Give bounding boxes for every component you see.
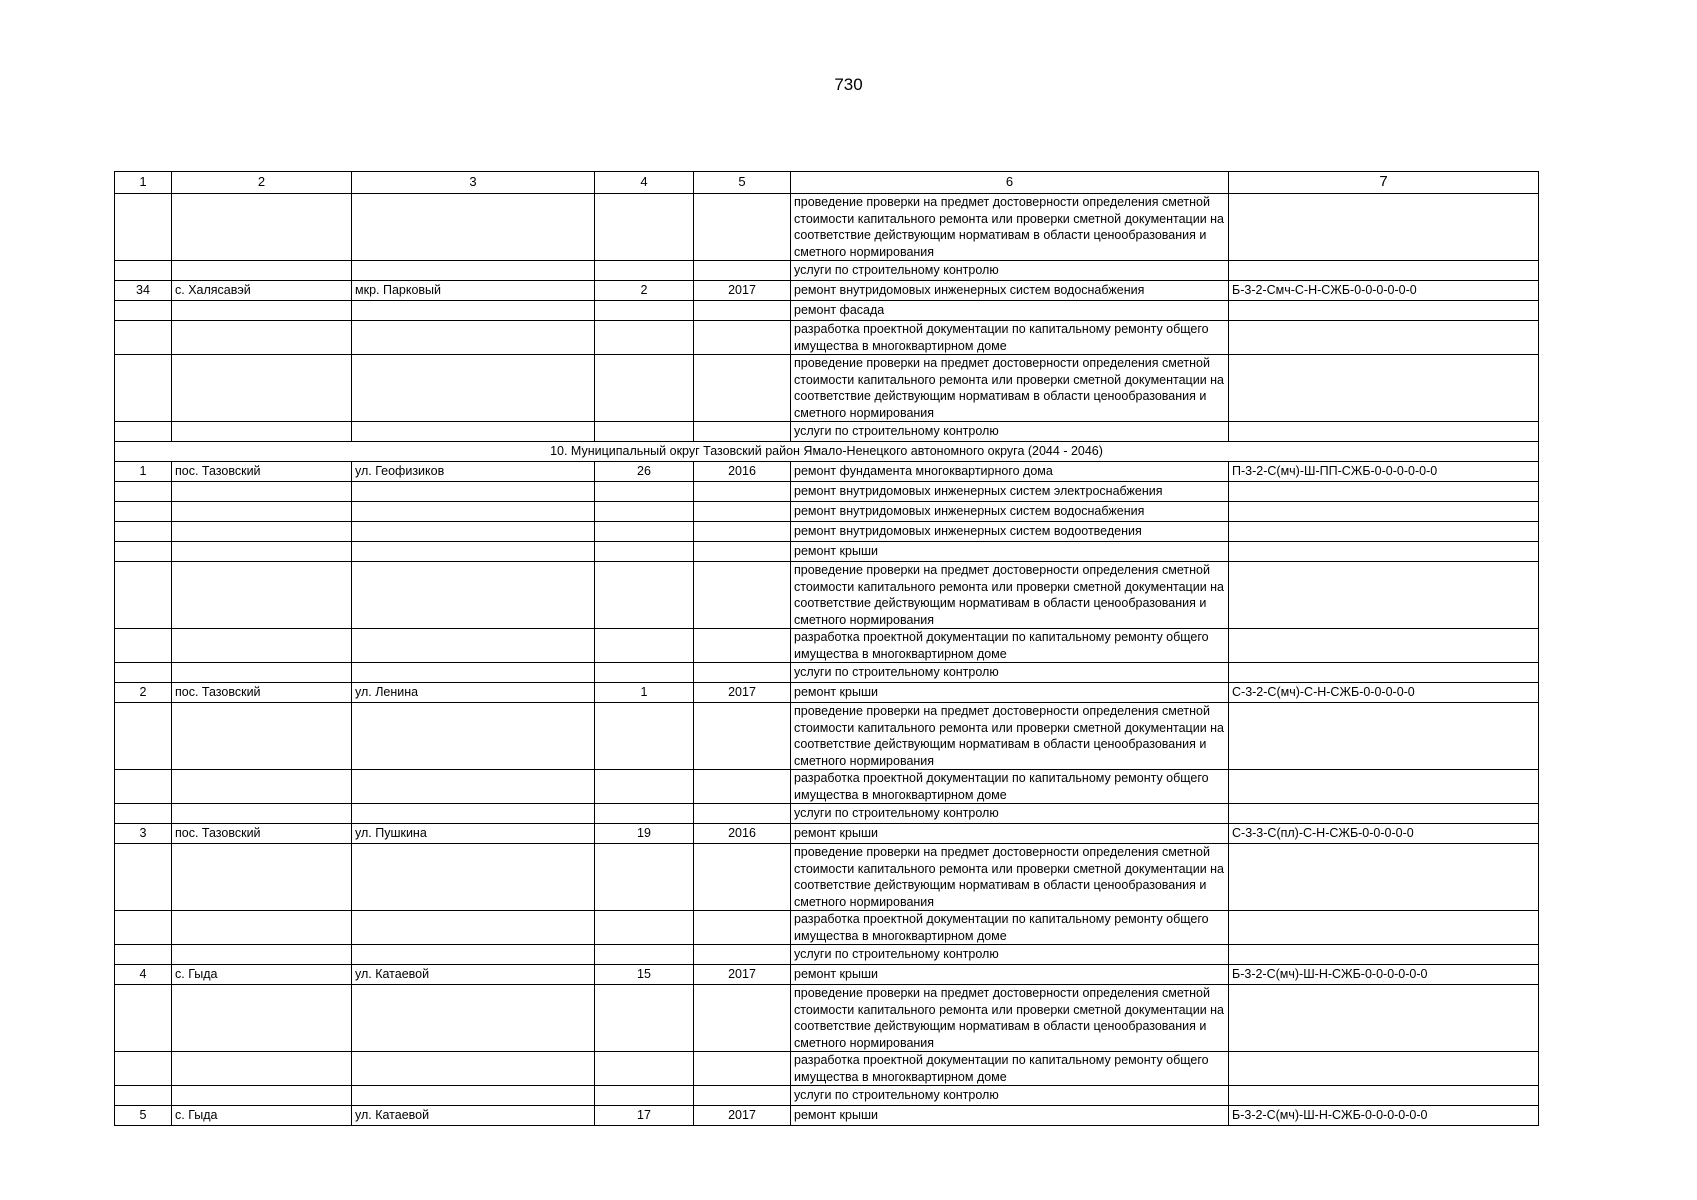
- year-cell: [694, 770, 791, 804]
- work-type-cell: разработка проектной документации по капитальному ремонту общего имущества в многоквартирном доме: [791, 911, 1229, 945]
- street-cell: [352, 321, 595, 355]
- year-cell: 2017: [694, 1106, 791, 1126]
- street-cell: [352, 1052, 595, 1086]
- house-number-cell: 2: [595, 281, 694, 301]
- row-number-cell: 4: [115, 965, 172, 985]
- house-number-cell: 17: [595, 1106, 694, 1126]
- street-cell: ул. Катаевой: [352, 965, 595, 985]
- house-number-cell: [595, 422, 694, 442]
- street-cell: [352, 482, 595, 502]
- table-row: [115, 562, 1539, 629]
- street-cell: [352, 422, 595, 442]
- work-type-cell: услуги по строительному контролю: [791, 261, 1229, 281]
- street-cell: [352, 1086, 595, 1106]
- house-number-cell: [595, 261, 694, 281]
- project-code-cell: [1229, 482, 1539, 502]
- year-cell: [694, 629, 791, 663]
- work-type-cell: проведение проверки на предмет достоверности определения сметной стоимости капитального ремонта или проверки сметной документации на соответствие действующим нормативам в области ценообразования и сметного нормирования: [791, 562, 1229, 629]
- work-type-cell: услуги по строительному контролю: [791, 663, 1229, 683]
- row-number-cell: [115, 945, 172, 965]
- settlement-cell: с. Гыда: [172, 965, 352, 985]
- settlement-cell: [172, 355, 352, 422]
- settlement-cell: [172, 482, 352, 502]
- project-code-cell: [1229, 194, 1539, 261]
- project-code-cell: [1229, 261, 1539, 281]
- project-code-cell: [1229, 422, 1539, 442]
- row-number-cell: [115, 301, 172, 321]
- street-cell: [352, 194, 595, 261]
- row-number-cell: 2: [115, 683, 172, 703]
- street-cell: ул. Ленина: [352, 683, 595, 703]
- year-cell: [694, 422, 791, 442]
- row-number-cell: 5: [115, 1106, 172, 1126]
- street-cell: [352, 804, 595, 824]
- house-number-cell: [595, 911, 694, 945]
- work-type-cell: ремонт фасада: [791, 301, 1229, 321]
- header-cell-7: 7: [1229, 172, 1539, 194]
- work-type-cell: услуги по строительному контролю: [791, 422, 1229, 442]
- project-code-cell: [1229, 522, 1539, 542]
- row-number-cell: 34: [115, 281, 172, 301]
- row-number-cell: [115, 542, 172, 562]
- year-cell: [694, 911, 791, 945]
- street-cell: [352, 522, 595, 542]
- year-cell: [694, 804, 791, 824]
- street-cell: [352, 355, 595, 422]
- table-row: [115, 422, 1539, 442]
- year-cell: 2016: [694, 462, 791, 482]
- house-number-cell: [595, 301, 694, 321]
- work-type-cell: ремонт крыши: [791, 965, 1229, 985]
- project-code-cell: Б-3-2-Смч-С-Н-СЖБ-0-0-0-0-0-0: [1229, 281, 1539, 301]
- work-type-cell: ремонт крыши: [791, 1106, 1229, 1126]
- year-cell: [694, 522, 791, 542]
- row-number-cell: [115, 562, 172, 629]
- row-number-cell: [115, 770, 172, 804]
- year-cell: [694, 985, 791, 1052]
- year-cell: 2016: [694, 824, 791, 844]
- project-code-cell: [1229, 355, 1539, 422]
- house-number-cell: [595, 629, 694, 663]
- work-type-cell: услуги по строительному контролю: [791, 945, 1229, 965]
- row-number-cell: [115, 1086, 172, 1106]
- project-code-cell: [1229, 804, 1539, 824]
- house-number-cell: [595, 1052, 694, 1086]
- settlement-cell: [172, 301, 352, 321]
- row-number-cell: 3: [115, 824, 172, 844]
- row-number-cell: [115, 844, 172, 911]
- project-code-cell: [1229, 629, 1539, 663]
- work-type-cell: ремонт фундамента многоквартирного дома: [791, 462, 1229, 482]
- project-code-cell: С-3-2-С(мч)-С-Н-СЖБ-0-0-0-0-0: [1229, 683, 1539, 703]
- settlement-cell: пос. Тазовский: [172, 683, 352, 703]
- house-number-cell: [595, 844, 694, 911]
- house-number-cell: [595, 482, 694, 502]
- work-type-cell: проведение проверки на предмет достоверности определения сметной стоимости капитального ремонта или проверки сметной документации на соответствие действующим нормативам в области ценообразования и сметного нормирования: [791, 355, 1229, 422]
- project-code-cell: [1229, 663, 1539, 683]
- house-number-cell: [595, 663, 694, 683]
- year-cell: [694, 703, 791, 770]
- year-cell: [694, 321, 791, 355]
- table-row: [115, 1106, 1539, 1126]
- year-cell: 2017: [694, 281, 791, 301]
- table-row: [115, 703, 1539, 770]
- street-cell: [352, 261, 595, 281]
- work-type-cell: услуги по строительному контролю: [791, 1086, 1229, 1106]
- work-type-cell: проведение проверки на предмет достоверности определения сметной стоимости капитального ремонта или проверки сметной документации на соответствие действующим нормативам в области ценообразования и сметного нормирования: [791, 985, 1229, 1052]
- project-code-cell: [1229, 1052, 1539, 1086]
- work-type-cell: ремонт крыши: [791, 824, 1229, 844]
- page-number: 730: [834, 75, 863, 94]
- project-code-cell: С-3-3-С(пл)-С-Н-СЖБ-0-0-0-0-0: [1229, 824, 1539, 844]
- year-cell: [694, 542, 791, 562]
- house-number-cell: [595, 321, 694, 355]
- row-number-cell: [115, 321, 172, 355]
- table-row: [115, 261, 1539, 281]
- house-number-cell: [595, 355, 694, 422]
- settlement-cell: [172, 804, 352, 824]
- settlement-cell: пос. Тазовский: [172, 824, 352, 844]
- settlement-cell: [172, 422, 352, 442]
- table-row: [115, 355, 1539, 422]
- project-code-cell: [1229, 1086, 1539, 1106]
- street-cell: [352, 770, 595, 804]
- row-number-cell: [115, 355, 172, 422]
- table-row: [115, 985, 1539, 1052]
- street-cell: [352, 663, 595, 683]
- header-cell-5: 5: [694, 172, 791, 194]
- table-row: [115, 321, 1539, 355]
- street-cell: мкр. Парковый: [352, 281, 595, 301]
- street-cell: [352, 542, 595, 562]
- street-cell: [352, 945, 595, 965]
- row-number-cell: [115, 194, 172, 261]
- house-number-cell: [595, 542, 694, 562]
- header-cell-6: 6: [791, 172, 1229, 194]
- work-type-cell: проведение проверки на предмет достоверности определения сметной стоимости капитального ремонта или проверки сметной документации на соответствие действующим нормативам в области ценообразования и сметного нормирования: [791, 194, 1229, 261]
- row-number-cell: [115, 911, 172, 945]
- table-row: [115, 462, 1539, 482]
- settlement-cell: [172, 844, 352, 911]
- work-type-cell: услуги по строительному контролю: [791, 804, 1229, 824]
- project-code-cell: [1229, 770, 1539, 804]
- section-heading: 10. Муниципальный округ Тазовский район Ямало-Ненецкого автономного округа (2044 - 2046): [115, 442, 1539, 462]
- project-code-cell: [1229, 911, 1539, 945]
- street-cell: [352, 844, 595, 911]
- project-code-cell: [1229, 502, 1539, 522]
- row-number-cell: [115, 522, 172, 542]
- table-row: [115, 945, 1539, 965]
- header-cell-2: 2: [172, 172, 352, 194]
- project-code-cell: [1229, 985, 1539, 1052]
- street-cell: [352, 502, 595, 522]
- street-cell: [352, 301, 595, 321]
- header-cell-3: 3: [352, 172, 595, 194]
- table-row: [115, 1086, 1539, 1106]
- table-row: [115, 911, 1539, 945]
- project-code-cell: [1229, 844, 1539, 911]
- row-number-cell: [115, 1052, 172, 1086]
- work-type-cell: ремонт крыши: [791, 542, 1229, 562]
- work-type-cell: ремонт внутридомовых инженерных систем водоснабжения: [791, 502, 1229, 522]
- settlement-cell: [172, 261, 352, 281]
- work-type-cell: разработка проектной документации по капитальному ремонту общего имущества в многоквартирном доме: [791, 629, 1229, 663]
- works-table: [114, 171, 1539, 1126]
- project-code-cell: П-3-2-С(мч)-Ш-ПП-СЖБ-0-0-0-0-0-0: [1229, 462, 1539, 482]
- settlement-cell: [172, 542, 352, 562]
- settlement-cell: [172, 629, 352, 663]
- table-row: [115, 1052, 1539, 1086]
- table-row: [115, 522, 1539, 542]
- table-row: [115, 844, 1539, 911]
- project-code-cell: [1229, 301, 1539, 321]
- street-cell: ул. Геофизиков: [352, 462, 595, 482]
- project-code-cell: Б-3-2-С(мч)-Ш-Н-СЖБ-0-0-0-0-0-0: [1229, 965, 1539, 985]
- house-number-cell: [595, 1086, 694, 1106]
- settlement-cell: [172, 663, 352, 683]
- year-cell: [694, 502, 791, 522]
- row-number-cell: 1: [115, 462, 172, 482]
- year-cell: [694, 562, 791, 629]
- year-cell: 2017: [694, 965, 791, 985]
- work-type-cell: разработка проектной документации по капитальному ремонту общего имущества в многоквартирном доме: [791, 1052, 1229, 1086]
- year-cell: [694, 1086, 791, 1106]
- settlement-cell: [172, 770, 352, 804]
- year-cell: [694, 663, 791, 683]
- project-code-cell: [1229, 703, 1539, 770]
- section-heading-row: [115, 442, 1539, 462]
- row-number-cell: [115, 629, 172, 663]
- settlement-cell: [172, 1052, 352, 1086]
- house-number-cell: 15: [595, 965, 694, 985]
- table-row: [115, 281, 1539, 301]
- row-number-cell: [115, 502, 172, 522]
- row-number-cell: [115, 422, 172, 442]
- row-number-cell: [115, 804, 172, 824]
- table-row: [115, 482, 1539, 502]
- house-number-cell: [595, 522, 694, 542]
- settlement-cell: [172, 911, 352, 945]
- project-code-cell: [1229, 542, 1539, 562]
- settlement-cell: [172, 194, 352, 261]
- street-cell: ул. Катаевой: [352, 1106, 595, 1126]
- settlement-cell: [172, 502, 352, 522]
- table-row: [115, 770, 1539, 804]
- year-cell: 2017: [694, 683, 791, 703]
- work-type-cell: ремонт внутридомовых инженерных систем водоотведения: [791, 522, 1229, 542]
- street-cell: ул. Пушкина: [352, 824, 595, 844]
- table-row: [115, 683, 1539, 703]
- street-cell: [352, 562, 595, 629]
- table-row: [115, 194, 1539, 261]
- work-type-cell: разработка проектной документации по капитальному ремонту общего имущества в многоквартирном доме: [791, 321, 1229, 355]
- settlement-cell: [172, 985, 352, 1052]
- year-cell: [694, 945, 791, 965]
- row-number-cell: [115, 703, 172, 770]
- project-code-cell: [1229, 562, 1539, 629]
- year-cell: [694, 482, 791, 502]
- house-number-cell: 19: [595, 824, 694, 844]
- settlement-cell: [172, 522, 352, 542]
- year-cell: [694, 301, 791, 321]
- house-number-cell: 1: [595, 683, 694, 703]
- work-type-cell: проведение проверки на предмет достоверности определения сметной стоимости капитального ремонта или проверки сметной документации на соответствие действующим нормативам в области ценообразования и сметного нормирования: [791, 703, 1229, 770]
- table-row: [115, 824, 1539, 844]
- settlement-cell: пос. Тазовский: [172, 462, 352, 482]
- settlement-cell: [172, 703, 352, 770]
- year-cell: [694, 194, 791, 261]
- table-header-row: [115, 172, 1539, 194]
- work-type-cell: разработка проектной документации по капитальному ремонту общего имущества в многоквартирном доме: [791, 770, 1229, 804]
- header-cell-1: 1: [115, 172, 172, 194]
- house-number-cell: [595, 770, 694, 804]
- row-number-cell: [115, 261, 172, 281]
- work-type-cell: проведение проверки на предмет достоверности определения сметной стоимости капитального ремонта или проверки сметной документации на соответствие действующим нормативам в области ценообразования и сметного нормирования: [791, 844, 1229, 911]
- table-row: [115, 663, 1539, 683]
- settlement-cell: [172, 562, 352, 629]
- table-row: [115, 804, 1539, 824]
- year-cell: [694, 261, 791, 281]
- table-row: [115, 629, 1539, 663]
- house-number-cell: [595, 945, 694, 965]
- work-type-cell: ремонт внутридомовых инженерных систем электроснабжения: [791, 482, 1229, 502]
- house-number-cell: [595, 985, 694, 1052]
- table-body: [115, 172, 1539, 1126]
- table-row: [115, 965, 1539, 985]
- project-code-cell: Б-3-2-С(мч)-Ш-Н-СЖБ-0-0-0-0-0-0: [1229, 1106, 1539, 1126]
- table-row: [115, 301, 1539, 321]
- house-number-cell: [595, 804, 694, 824]
- year-cell: [694, 355, 791, 422]
- table-row: [115, 502, 1539, 522]
- year-cell: [694, 844, 791, 911]
- street-cell: [352, 911, 595, 945]
- house-number-cell: [595, 194, 694, 261]
- work-type-cell: ремонт внутридомовых инженерных систем водоснабжения: [791, 281, 1229, 301]
- row-number-cell: [115, 985, 172, 1052]
- row-number-cell: [115, 663, 172, 683]
- settlement-cell: с. Гыда: [172, 1106, 352, 1126]
- house-number-cell: [595, 502, 694, 522]
- settlement-cell: [172, 1086, 352, 1106]
- project-code-cell: [1229, 945, 1539, 965]
- header-cell-4: 4: [595, 172, 694, 194]
- house-number-cell: 26: [595, 462, 694, 482]
- settlement-cell: [172, 321, 352, 355]
- street-cell: [352, 985, 595, 1052]
- house-number-cell: [595, 562, 694, 629]
- table-row: [115, 542, 1539, 562]
- project-code-cell: [1229, 321, 1539, 355]
- street-cell: [352, 629, 595, 663]
- house-number-cell: [595, 703, 694, 770]
- work-type-cell: ремонт крыши: [791, 683, 1229, 703]
- settlement-cell: [172, 945, 352, 965]
- year-cell: [694, 1052, 791, 1086]
- street-cell: [352, 703, 595, 770]
- row-number-cell: [115, 482, 172, 502]
- settlement-cell: с. Халясавэй: [172, 281, 352, 301]
